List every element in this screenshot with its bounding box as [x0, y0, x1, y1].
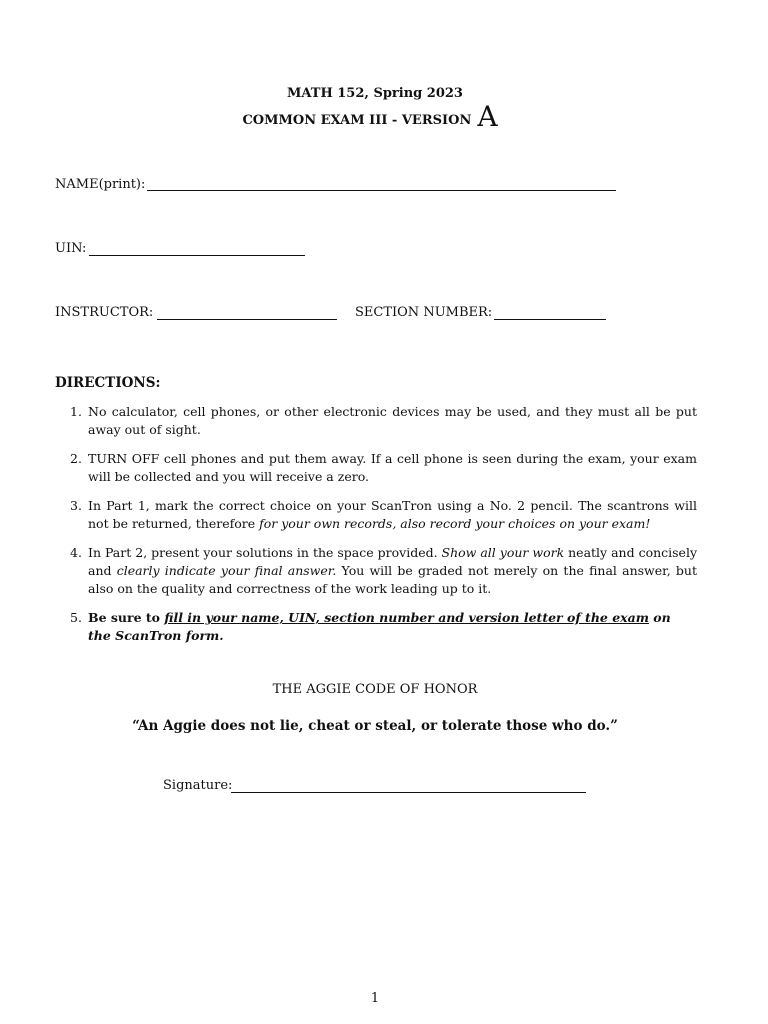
directions-title: DIRECTIONS:: [55, 375, 161, 391]
name-label: NAME(print):: [55, 177, 146, 192]
name-field-line[interactable]: [147, 190, 616, 191]
direction-item-2: [55, 450, 697, 486]
signature-label: Signature:: [163, 778, 233, 793]
exam-title-text: COMMON EXAM III - VERSION: [242, 113, 472, 128]
page-number: 1: [370, 991, 380, 1006]
direction-text: on the ScanTron form.: [88, 610, 671, 643]
directions-list: [55, 403, 697, 656]
direction-text: No calculator, cell phones, or other electronic devices may be used, and they must all be put away out of sight.: [88, 404, 697, 437]
direction-number: 2.: [70, 451, 82, 466]
direction-text: You will be graded not merely on the final answer, but also on the quality and correctness of the work leading up to it.: [88, 563, 697, 596]
section-number-field-line[interactable]: [494, 319, 606, 320]
instructor-field-line[interactable]: [157, 319, 337, 320]
direction-item-5: [55, 609, 697, 645]
direction-item-4: [55, 544, 697, 598]
direction-emphasis: clearly indicate your final answer.: [116, 563, 337, 578]
direction-number: 3.: [70, 498, 82, 513]
direction-emphasis: fill in your name, UIN, section number and version letter of the exam: [164, 610, 649, 625]
signature-field-line[interactable]: [231, 792, 586, 793]
uin-field-line[interactable]: [89, 255, 305, 256]
direction-text: TURN OFF cell phones and put them away. If a cell phone is seen during the exam, your exam will be collected and you will receive a zero.: [88, 451, 697, 484]
direction-number: 1.: [70, 404, 82, 419]
direction-text: In Part 1, mark the correct choice on your ScanTron using a No. 2 pencil. The scantrons will not be returned, therefore: [88, 498, 697, 531]
direction-text: In Part 2, present your solutions in the space provided.: [88, 545, 442, 560]
section-number-label: SECTION NUMBER:: [355, 305, 493, 320]
honor-code-quote: “An Aggie does not lie, cheat or steal, or tolerate those who do.”: [132, 718, 618, 734]
direction-item-1: [55, 403, 697, 439]
course-title: MATH 152, Spring 2023: [287, 86, 463, 101]
direction-number: 4.: [70, 545, 82, 560]
exam-title: [0, 100, 740, 133]
honor-code-title: THE AGGIE CODE OF HONOR: [272, 682, 478, 697]
instructor-label: INSTRUCTOR:: [55, 305, 154, 320]
direction-text: Be sure to: [88, 610, 165, 625]
direction-emphasis: Show all your work: [441, 545, 565, 560]
direction-emphasis: for your own records, also record your choices on your exam!: [259, 516, 651, 531]
direction-item-3: [55, 497, 697, 533]
direction-text: neatly and concisely and: [88, 545, 698, 578]
direction-number: 5.: [70, 610, 82, 625]
exam-version-letter: A: [477, 100, 498, 133]
uin-label: UIN:: [55, 241, 87, 256]
